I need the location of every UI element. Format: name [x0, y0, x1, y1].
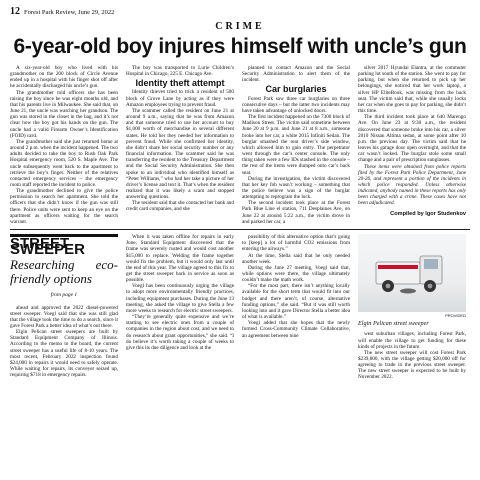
street-sweeper-col-3	[242, 234, 350, 381]
paragraph: Forest Park saw three car burglaries on three consecutive days – but the latter two incidents may have taken advantage of unlocked doors.	[242, 95, 350, 114]
paragraph: The new street sweeper will cost Forest Park $239,800, with the village getting $20,000 off for agreeing to trade in the previous street sweeper. The new street sweeper is expected to be built by November 2022.	[358, 349, 466, 381]
paragraph: At the time, Stella said that he only needed another week.	[242, 252, 350, 265]
headline: 6-year-old boy injures himself with uncle’s gun	[13, 35, 467, 58]
street-sweeper-col-4	[358, 234, 466, 381]
disclaimer-note: These items were obtained from police reports filed by the Forest Park Police Department, June 20-26, and represent a portion of the incidents in which police responded. Unless otherwise indicated, anybody named in these reports has only been charged with a crime. These cases have not been adjudicated.	[358, 163, 466, 207]
paragraph: Voegl has been continuously urging the village to adopt more environmentally friendly practices, including equipment purchases. During the June 13 meeting, she asked the village to give Stella a few more weeks to research for electric street sweepers.	[126, 283, 234, 314]
page-number: 12	[10, 6, 20, 17]
jump-line: from page 1	[50, 292, 78, 299]
paragraph: A six-year-old boy who lived with his grandmother on the 200 block of Circle Avenue ended up in a hospital with his finger shot off after he accidentally discharged his uncle’s gun.	[10, 65, 118, 90]
crime-col-2	[126, 65, 234, 225]
photo-caption: Elgin Pelican street sweeper	[358, 320, 429, 328]
paragraph: possibility of this alternative option that’s going to [keep] a lot of harmful CO2 emissions from entering the airways.”	[242, 234, 350, 253]
story-title: STREET SWEEPER	[10, 234, 118, 253]
paragraph: The boy was transported to Lurie Children’s Hospital in Chicago, 225 E. Chicago Ave.	[126, 65, 234, 78]
story-deck: Researching eco-friendly options	[10, 257, 118, 287]
street-sweeper-icon	[372, 248, 448, 296]
street-sweeper-col-2	[126, 234, 234, 381]
paragraph: The grandmother declined to give the police permission to search her apartment. She told the officers that she didn’t know if the gun was still there. Police units were sent to keep an eye on the apartment as officers waiting for the search warrant.	[10, 188, 118, 225]
paragraph: The third incident took place at 640 Marengo Ave. On June 23 at 9:30 a.m., the resident discovered that someone broke into his car, a silver 2010 Nissan Altima sedan, at some point after 10 p.m. the previous day. The victim said that he leaves his garage door open overnight, and that the car wasn’t locked. The burglar stole some small change and a pair of prescription sunglasses.	[358, 114, 466, 164]
paragraph: west suburban villages, including Forest Park, will enable the village to get funding for these kinds of projects in the future.	[358, 331, 466, 350]
paragraph: The second incident took place at the Forest Park Blue Line el station, 711 Desplaines Ave, on June 22 at around 5:22 a.m., the victim drove in and parked her car, a	[242, 200, 350, 225]
paragraph: The first incident happened on the 7300 block of Madison Street. The victim said sometime between June 20 at 9 p.m. and June 21 at 8 a.m., someone broke into her car, a white 2015 Infiniti Sedan. The burglar smashed the rear driver’s side window, which allowed him to gain entry. The perpetrator went through the car’s center console. The only thing taken were a few IDs stashed in the console – the rest of the items were dumped onto car’s back seat.	[242, 114, 350, 176]
paragraph: The scammer called the resident on June 21 at around 9 a.m., saying that he was from Amazon and that someone tried to use her account to buy $1,000 worth of merchandise in several different states. He told her they needed her information to prevent fraud. While she confirmed her identity, she didn’t share her social security number or any financial information. The scammer said he was transferring the resident to the Treasury Department and the Social Security Administration. She then spoke to an individual who identified himself as “Peter Williams,” who had her take a picture of her driver’s license and text it. That’s when the resident realized that it was likely a scam and stopped answering questions.	[126, 107, 234, 201]
subhead-identity-theft: Identity theft attempt	[135, 78, 225, 89]
paragraph: Identity thieves tried to trick a resident of 500 block of Grove Lane by acting as if they were Amazon employees trying to prevent fraud.	[126, 89, 234, 108]
paragraph: During the investigation, the victim discovered that her key fob wasn’t working – something that the police believe was a sign of the burglar attempting to reprogram the lock.	[242, 175, 350, 201]
photo-credit: PROVIDED	[445, 313, 466, 319]
crime-story	[10, 65, 470, 225]
paragraph: “For the most part, there isn’t anything locally available for the short term that would fit into our budget and there aren’t, of course, alternative funding options,” she said. “But it was still worth looking into and it gave Director Stella a better idea of what is available.”	[242, 283, 350, 321]
paragraph: The grandmother told officers she has been raising the boy since he was eight months old, and that his parents live in Milwaukee. She said that, on June 21, the uncle was watching her grandson. The gun was stored in the closet in the bag, and it’s not clear how the boy got his hands on the gun. The uncle had a valid Firearm Owner’s Identification (FOID) card.	[10, 89, 118, 139]
crime-col-1	[10, 65, 118, 225]
paragraph: Voegl added that she hopes that the newly formed Cross-Community Climate Collaborative, an agreement between nine	[242, 320, 350, 339]
street-sweeper-photo	[358, 234, 466, 312]
paragraph: The grandmother said she just returned home at around 2 p.m. when the incident happened. The two adults decided to take the boy to Rush Oak Park Hospital emergency room, 520 S. Maple Ave. The uncle subsequently went back to the apartment to retrieve the boy’s finger. Neither of the relatives contacted emergency services – the emergency room staff reported the incident to police.	[10, 138, 118, 188]
subhead-car-burglaries: Car burglaries	[265, 84, 327, 95]
crime-col-3	[242, 65, 350, 225]
street-sweeper-story	[10, 234, 470, 381]
byline-credit: Compiled by Igor Studenkov	[390, 210, 466, 217]
paragraph: planned to contact Amazon and the Social Security Administration to alert them of the incident.	[242, 65, 350, 84]
crime-col-4	[358, 65, 466, 225]
masthead	[10, 6, 470, 17]
paragraph: The resident said that she contacted her bank and credit card companies, and she	[126, 200, 234, 213]
paragraph: During the June 27 meeting, Voegl said that, while options were there, the village ultimately couldn’t make the math work.	[242, 264, 350, 284]
paper-name-date: Forest Park Review, June 29, 2022	[24, 9, 115, 16]
paragraph: silver 2017 Hyundai Elantra, at the commuter parking lot south of the station. She went to pay for parking, but when she returned to pick up her belongings, she noticed that her work laptop, a silver HP EliteBook, was missing from the back seat. The victim said that, while she usually locks her car when she goes to pay for parking, she didn’t this time.	[358, 65, 466, 115]
section-label: CRIME	[215, 21, 265, 32]
street-sweeper-col-1	[10, 234, 118, 381]
paragraph: “They’re generally quite expensive and we’re starting to see electric ones from a couple of companies in the region about cost, and we need to do research about grant opportunities,” she said. “I do believe it’s worth taking a couple of weeks to give this its due diligence and look at the	[126, 314, 234, 351]
paragraph: When it was taken offline for repairs in early June, Standard Equipment discovered that the frame was severely rusted and would cost another $15,000 to replace. Welding the frame together would fix the problem, but it would only last until the end of this year. The village agreed to this fix to get the street sweeper back in service as soon as possible.	[126, 234, 234, 284]
paragraph: Elgin Pelican street sweepers are built by Standard Equipment Company of Illinois. According to the memo to the board, the current street sweeper has a useful life of 8-10 years. The most recent, February 2022 inspection found $24,000 in repairs it would need to safely operate. While waiting for repairs, its conveyer seized up, requiring $718 in emergency repairs.	[10, 329, 118, 379]
section-divider	[10, 229, 470, 230]
paragraph: ahead and approved the 2022 diesel-powered street sweeper. Voegl said that she was still glad that the village took the time to do a search, since it gave Forest Park a better idea of what’s out there.	[10, 304, 118, 329]
